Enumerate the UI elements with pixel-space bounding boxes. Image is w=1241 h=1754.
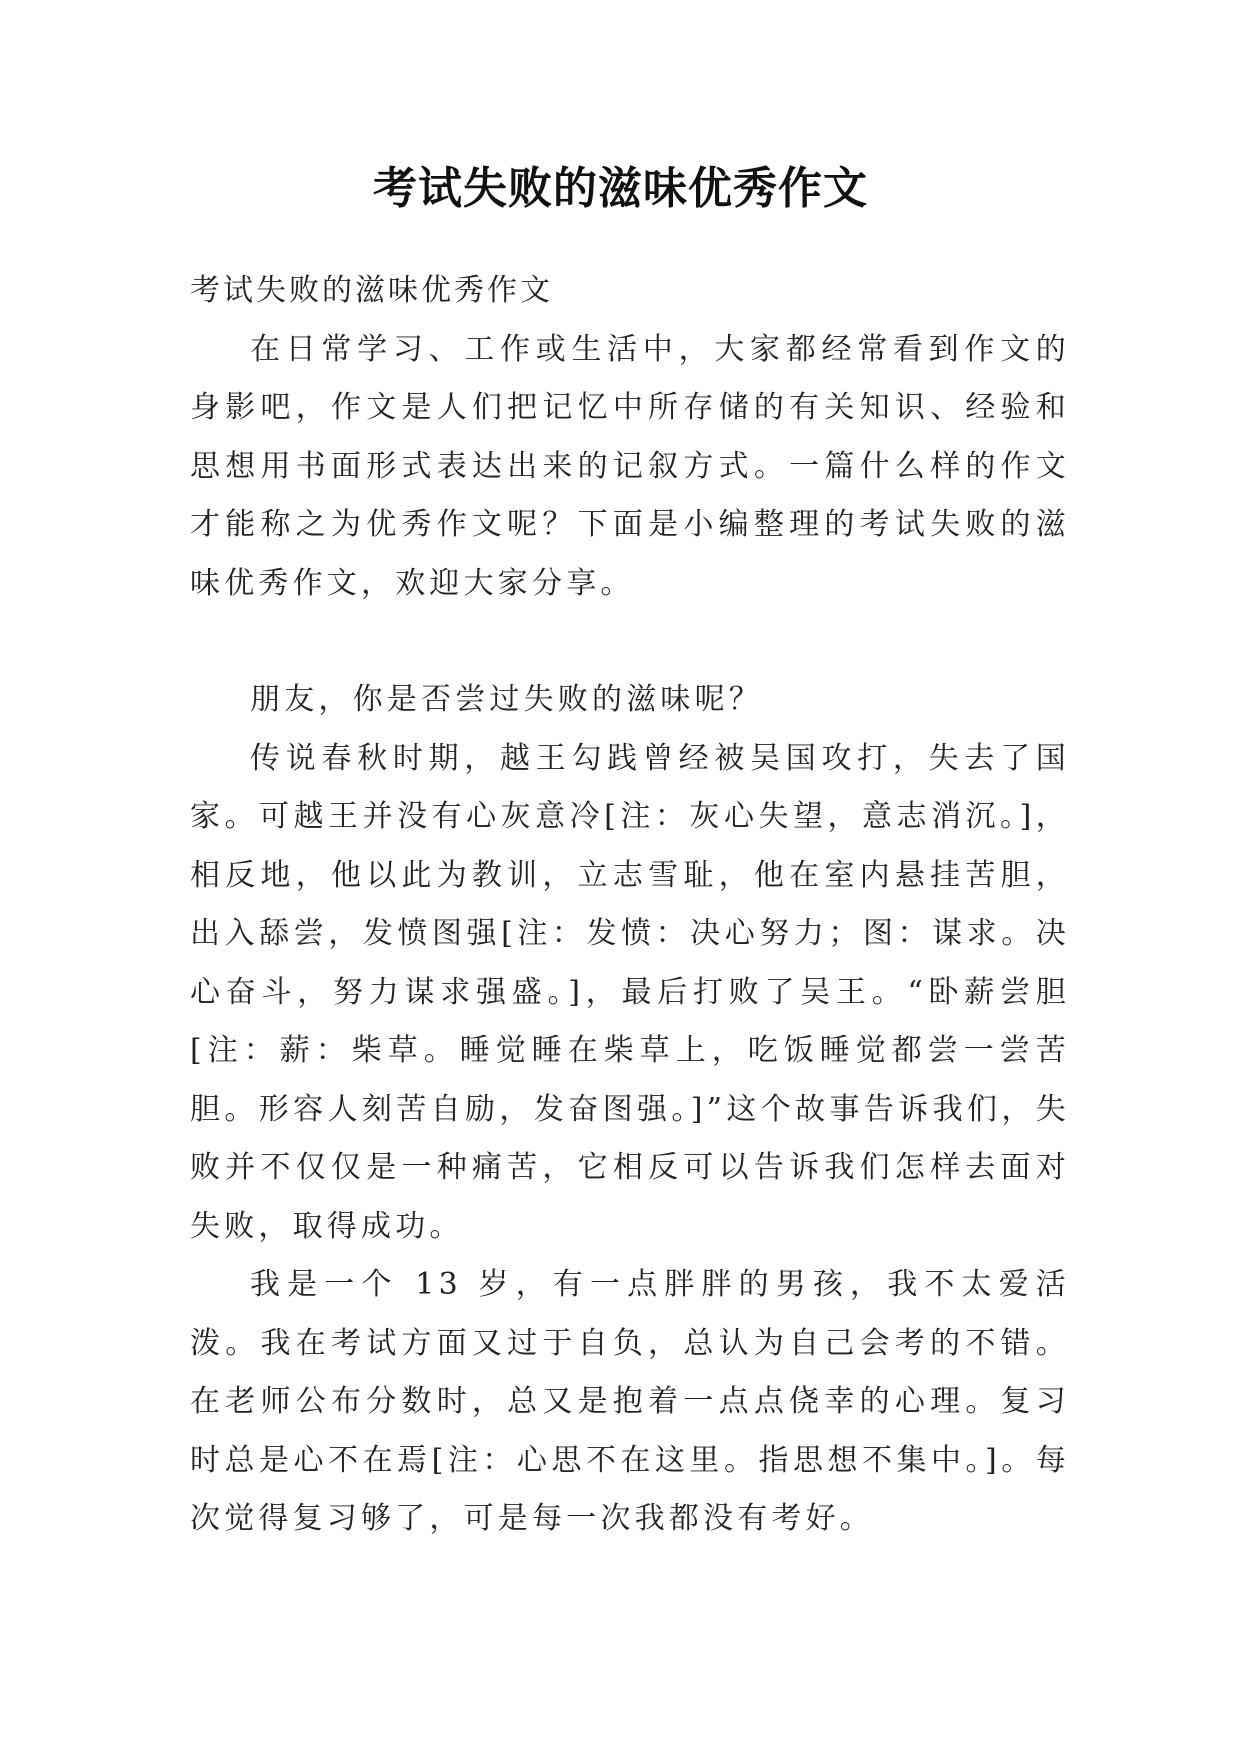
intro-paragraph: 在日常学习、工作或生活中，大家都经常看到作文的身影吧，作文是人们把记忆中所存储的有关知识、经验和思想用书面形式表达出来的记叙方式。一篇什么样的作文才能称之为优秀作文呢？下面是小编整理的考试失败的滋味优秀作文，欢迎大家分享。 (190, 331, 1070, 601)
document-body (190, 262, 1070, 1549)
subtitle-paragraph: 考试失败的滋味优秀作文 (190, 273, 553, 308)
story-paragraph: 传说春秋时期，越王勾践曾经被吴国攻打，失去了国家。可越王并没有心灰意冷[注：灰心失望，意志消沉。]，相反地，他以此为教训，立志雪耻，他在室内悬挂苦胆，出入舔尝，发愤图强[注：发愤：决心努力；图：谋求。决心奋斗，努力谋求强盛。]，最后打败了吴王。“卧薪尝胆[注：薪：柴草。睡觉睡在柴草上，吃饭睡觉都尝一尝苦胆。形容人刻苦自励，发奋图强。]”这个故事告诉我们，失败并不仅仅是一种痛苦，它相反可以告诉我们怎样去面对失败，取得成功。 (190, 740, 1070, 1244)
question-paragraph: 朋友，你是否尝过失败的滋味呢？ (250, 682, 763, 717)
paragraph-spacer (190, 613, 1070, 671)
page-title: 考试失败的滋味优秀作文 (373, 163, 868, 214)
personal-paragraph: 我是一个 13 岁，有一点胖胖的男孩，我不太爱活泼。我在考试方面又过于自负，总认为自己会考的不错。在老师公布分数时，总又是抱着一点点侥幸的心理。复习时总是心不在焉[注：心思不在这里。指思想不集中。]。每次觉得复习够了，可是每一次我都没有考好。 (190, 1267, 1070, 1536)
